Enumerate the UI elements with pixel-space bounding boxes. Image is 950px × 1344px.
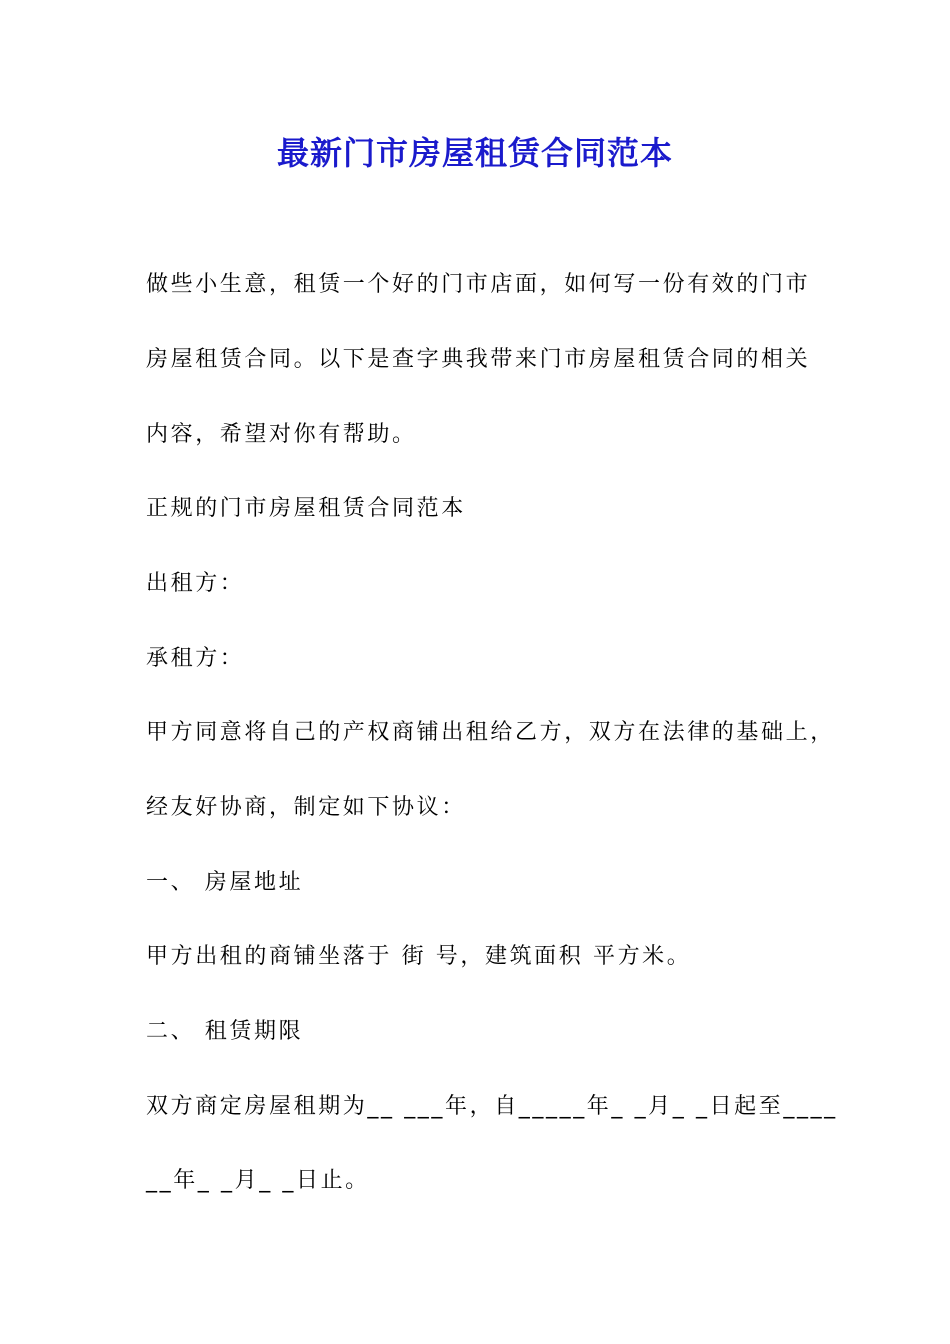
lessee-label: 承租方： xyxy=(146,646,245,671)
document-title: 最新门市房屋租赁合同范本 xyxy=(276,134,673,172)
lessor-label: 出租方： xyxy=(146,571,245,596)
paragraph-line: 做些小生意，租赁一个好的门市店面，如何写一份有效的门市 xyxy=(146,272,811,297)
clause-heading: 二、 租赁期限 xyxy=(146,1019,304,1044)
paragraph-line: 内容，希望对你有帮助。 xyxy=(146,422,417,447)
paragraph-line: __年_ _月_ _日止。 xyxy=(146,1168,370,1193)
paragraph-line: 双方商定房屋租期为__ ___年，自_____年_ _月_ _日起至____ xyxy=(146,1094,838,1119)
paragraph-line: 房屋租赁合同。以下是查字典我带来门市房屋租赁合同的相关 xyxy=(146,347,811,372)
paragraph-line: 甲方出租的商铺坐落于 街 号，建筑面积 平方米。 xyxy=(146,944,692,969)
clause-heading: 一、 房屋地址 xyxy=(146,870,304,895)
paragraph-line: 甲方同意将自己的产权商铺出租给乙方，双方在法律的基础上， xyxy=(146,720,835,745)
paragraph-line: 经友好协商，制定如下协议： xyxy=(146,795,466,820)
section-heading: 正规的门市房屋租赁合同范本 xyxy=(146,496,466,521)
